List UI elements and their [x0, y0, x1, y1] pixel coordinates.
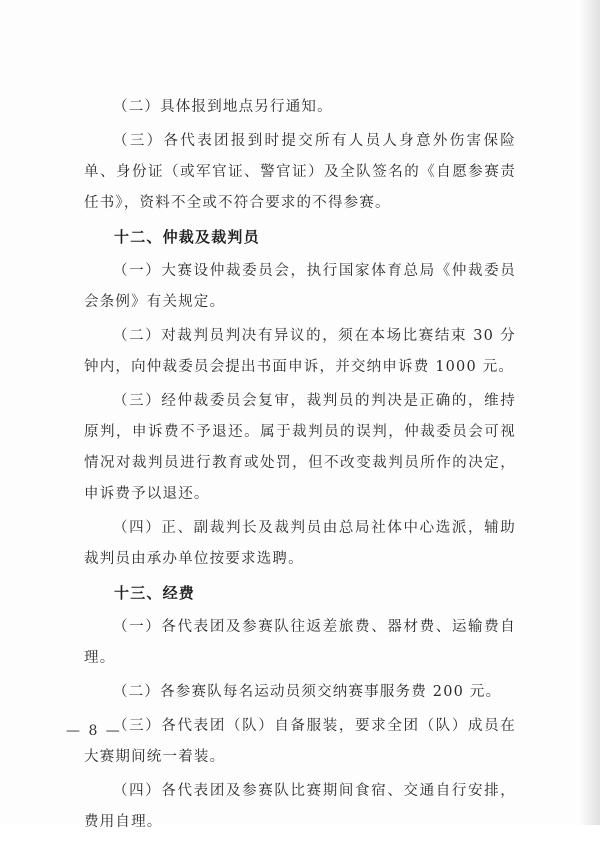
- paragraph-review-outcome: （三）经仲裁委员会复审，裁判员的判决是正确的，维持原判，申诉费不予退还。属于裁判员的误判，仲裁委员会可视情况对裁判员进行教育或处罚，但不改变裁判员所作的决定，申诉费予以退还。: [84, 393, 516, 502]
- document-body: [84, 92, 516, 841]
- page-number: — 8 —: [66, 723, 122, 739]
- section-heading-expenses: 十三、经费: [114, 584, 196, 602]
- paragraph-service-fee: （二）各参赛队每名运动员须交纳赛事服务费 200 元。: [113, 684, 502, 700]
- section-heading-arbitration: 十二、仲裁及裁判员: [114, 228, 260, 246]
- paragraph-referee-selection: （四）正、副裁判长及裁判员由总局社体中心选派，辅助裁判员由承办单位按要求选聘。: [84, 520, 516, 567]
- paragraph-uniforms: （三）各代表团（队）自备服装，要求全团（队）成员在大赛期间统一着装。: [84, 718, 516, 765]
- paragraph-accommodation: （四）各代表团及参赛队比赛期间食宿、交通自行安排，费用自理。: [84, 783, 516, 830]
- page-edge-shadow: [580, 0, 600, 825]
- paragraph-registration-documents: （三）各代表团报到时提交所有人员人身意外伤害保险单、身份证（或军官证、警官证）及全队签名的《自愿参赛责任书》，资料不全或不符合要求的不得参赛。: [84, 133, 516, 211]
- paragraph-arbitration-committee: （一）大赛设仲裁委员会，执行国家体育总局《仲裁委员会条例》有关规定。: [84, 263, 516, 310]
- paragraph-report-location: （二）具体报到地点另行通知。: [113, 99, 333, 115]
- paragraph-objection-appeal: （二）对裁判员判决有异议的，须在本场比赛结束 30 分钟内，向仲裁委员会提出书面申诉，并交纳申诉费 1000 元。: [84, 328, 516, 375]
- paragraph-travel-expenses: （一）各代表团及参赛队往返差旅费、器材费、运输费自理。: [84, 619, 516, 666]
